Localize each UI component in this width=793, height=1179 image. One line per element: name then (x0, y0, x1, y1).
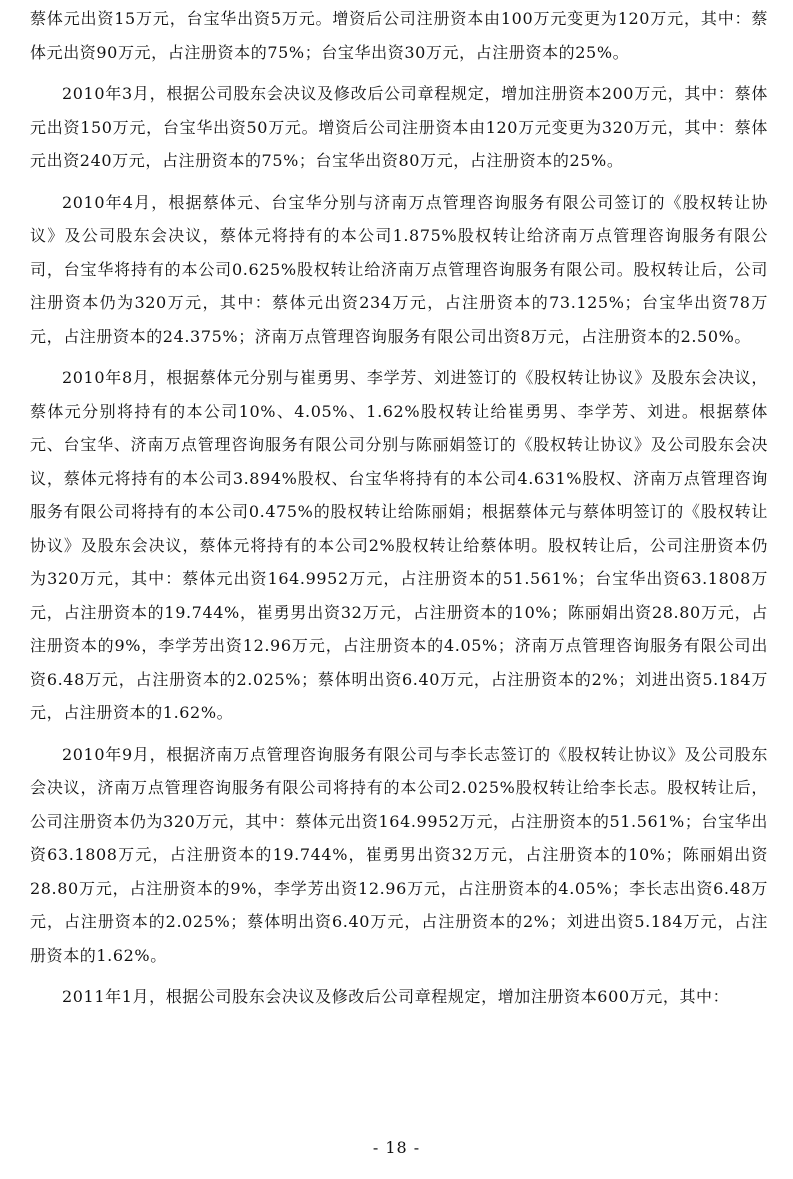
paragraph-2010-04: 2010年4月，根据蔡体元、台宝华分别与济南万点管理咨询服务有限公司签订的《股权转让协议》及公司股东会决议，蔡体元将持有的本公司1.875%股权转让给济南万点管理咨询服务有限公司，台宝华将持有的本公司0.625%股权转让给济南万点管理咨询服务有限公司。股权转让后，公司注册资本仍为320万元，其中：蔡体元出资234万元，占注册资本的73.125%；台宝华出资78万元，占注册资本的24.375%；济南万点管理咨询服务有限公司出资8万元，占注册资本的2.50%。 (30, 192, 768, 346)
paragraph-2010-08: 2010年8月，根据蔡体元分别与崔勇男、李学芳、刘进签订的《股权转让协议》及股东会决议，蔡体元分别将持有的本公司10%、4.05%、1.62%股权转让给崔勇男、李学芳、刘进。根据蔡体元、台宝华、济南万点管理咨询服务有限公司分别与陈丽娟签订的《股权转让协议》及公司股东会决议，蔡体元将持有的本公司3.894%股权、台宝华将持有的本公司4.631%股权、济南万点管理咨询服务有限公司将持有的本公司0.475%的股权转让给陈丽娟；根据蔡体元与蔡体明签订的《股权转让协议》及股东会决议，蔡体元将持有的本公司2%股权转让给蔡体明。股权转让后，公司注册资本仍为320万元，其中：蔡体元出资164.9952万元，占注册资本的51.561%；台宝华出资63.1808万元，占注册资本的19.744%，崔勇男出资32万元，占注册资本的10%；陈丽娟出资28.80万元，占注册资本的9%，李学芳出资12.96万元，占注册资本的4.05%；济南万点管理咨询服务有限公司出资6.48万元，占注册资本的2.025%；蔡体明出资6.40万元，占注册资本的2%；刘进出资5.184万元，占注册资本的1.62%。 (30, 368, 768, 722)
paragraph-2011-01: 2011年1月，根据公司股东会决议及修改后公司章程规定，增加注册资本600万元，其中： (62, 987, 730, 1006)
document-body (30, 2, 768, 1022)
paragraph-2010-09: 2010年9月，根据济南万点管理咨询服务有限公司与李长志签订的《股权转让协议》及公司股东会决议，济南万点管理咨询服务有限公司将持有的本公司2.025%股权转让给李长志。股权转让后，公司注册资本仍为320万元，其中：蔡体元出资164.9952万元，占注册资本的51.561%；台宝华出资63.1808万元，占注册资本的19.744%，崔勇男出资32万元，占注册资本的10%；陈丽娟出资28.80万元，占注册资本的9%，李学芳出资12.96万元，占注册资本的4.05%；李长志出资6.48万元，占注册资本的2.025%；蔡体明出资6.40万元，占注册资本的2%；刘进出资5.184万元，占注册资本的1.62%。 (30, 744, 768, 965)
page-number: - 18 - (372, 1138, 421, 1157)
paragraph-2010-03: 2010年3月，根据公司股东会决议及修改后公司章程规定，增加注册资本200万元，其中：蔡体元出资150万元，台宝华出资50万元。增资后公司注册资本由120万元变更为320万元，其中：蔡体元出资240万元，占注册资本的75%；台宝华出资80万元，占注册资本的25%。 (30, 84, 768, 170)
paragraph-continuation: 蔡体元出资15万元，台宝华出资5万元。增资后公司注册资本由100万元变更为120万元，其中：蔡体元出资90万元，占注册资本的75%；台宝华出资30万元，占注册资本的25%。 (30, 9, 768, 62)
